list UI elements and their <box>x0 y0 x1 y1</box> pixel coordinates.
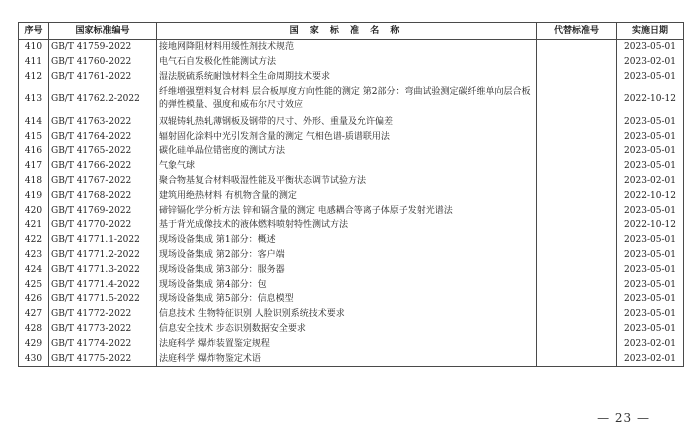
cell-name: 现场设备集成 第3部分：服务器 <box>157 262 537 277</box>
header-name <box>157 23 537 40</box>
cell-seq: 413 <box>19 84 49 114</box>
cell-replaced <box>537 262 617 277</box>
table-row <box>19 218 684 233</box>
table-row <box>19 70 684 85</box>
cell-code: GB/T 41771.5-2022 <box>49 292 157 307</box>
cell-name: 现场设备集成 第5部分：信息模型 <box>157 292 537 307</box>
cell-replaced <box>537 203 617 218</box>
cell-date: 2023-05-01 <box>617 307 684 322</box>
table-row <box>19 40 684 55</box>
cell-replaced <box>537 129 617 144</box>
cell-code: GB/T 41771.4-2022 <box>49 277 157 292</box>
page-number: — 23 — <box>597 411 650 425</box>
cell-seq: 420 <box>19 203 49 218</box>
cell-replaced <box>537 84 617 114</box>
cell-date: 2023-02-01 <box>617 351 684 366</box>
cell-seq: 430 <box>19 351 49 366</box>
cell-code: GB/T 41767-2022 <box>49 174 157 189</box>
cell-name: 辐射固化涂料中光引发剂含量的测定 气相色谱-质谱联用法 <box>157 129 537 144</box>
table-row <box>19 84 684 114</box>
cell-code: GB/T 41773-2022 <box>49 322 157 337</box>
table-row <box>19 351 684 366</box>
cell-seq: 418 <box>19 174 49 189</box>
cell-replaced <box>537 174 617 189</box>
table-row <box>19 174 684 189</box>
cell-date: 2023-05-01 <box>617 262 684 277</box>
table-row <box>19 188 684 203</box>
cell-name: 信息技术 生物特征识别 人脸识别系统技术要求 <box>157 307 537 322</box>
cell-seq: 410 <box>19 40 49 55</box>
cell-name: 法庭科学 爆炸物鉴定术语 <box>157 351 537 366</box>
cell-date: 2023-05-01 <box>617 40 684 55</box>
cell-seq: 411 <box>19 55 49 70</box>
cell-date: 2023-05-01 <box>617 277 684 292</box>
cell-code: GB/T 41765-2022 <box>49 144 157 159</box>
table-row <box>19 114 684 129</box>
cell-name: 现场设备集成 第1部分：概述 <box>157 233 537 248</box>
cell-replaced <box>537 114 617 129</box>
cell-seq: 419 <box>19 188 49 203</box>
cell-seq: 426 <box>19 292 49 307</box>
cell-code: GB/T 41775-2022 <box>49 351 157 366</box>
table-row <box>19 277 684 292</box>
cell-code: GB/T 41771.2-2022 <box>49 248 157 263</box>
cell-replaced <box>537 336 617 351</box>
cell-seq: 412 <box>19 70 49 85</box>
cell-seq: 427 <box>19 307 49 322</box>
header-replaced: 代替标准号 <box>537 23 617 40</box>
cell-date: 2023-05-01 <box>617 233 684 248</box>
cell-date: 2022-10-12 <box>617 84 684 114</box>
table-row <box>19 203 684 218</box>
cell-replaced <box>537 218 617 233</box>
cell-code: GB/T 41763-2022 <box>49 114 157 129</box>
header-code: 国家标准编号 <box>49 23 157 40</box>
cell-replaced <box>537 40 617 55</box>
cell-seq: 424 <box>19 262 49 277</box>
cell-seq: 415 <box>19 129 49 144</box>
cell-date: 2023-05-01 <box>617 70 684 85</box>
cell-seq: 423 <box>19 248 49 263</box>
cell-date: 2023-05-01 <box>617 322 684 337</box>
cell-replaced <box>537 188 617 203</box>
cell-replaced <box>537 233 617 248</box>
cell-code: GB/T 41768-2022 <box>49 188 157 203</box>
cell-seq: 416 <box>19 144 49 159</box>
cell-replaced <box>537 144 617 159</box>
cell-name: 信息安全技术 步态识别数据安全要求 <box>157 322 537 337</box>
cell-date: 2023-02-01 <box>617 55 684 70</box>
cell-name: 现场设备集成 第4部分：包 <box>157 277 537 292</box>
table-row <box>19 233 684 248</box>
cell-name: 湿法脱硫系统耐蚀材料全生命周期技术要求 <box>157 70 537 85</box>
table-body <box>19 40 684 367</box>
cell-name: 气象气球 <box>157 159 537 174</box>
cell-date: 2023-05-01 <box>617 248 684 263</box>
header-seq: 序号 <box>19 23 49 40</box>
cell-name: 法庭科学 爆炸装置鉴定规程 <box>157 336 537 351</box>
table-row <box>19 292 684 307</box>
cell-seq: 425 <box>19 277 49 292</box>
table-row <box>19 336 684 351</box>
cell-code: GB/T 41772-2022 <box>49 307 157 322</box>
cell-code: GB/T 41760-2022 <box>49 55 157 70</box>
table-header-row <box>19 23 684 40</box>
cell-date: 2023-05-01 <box>617 203 684 218</box>
cell-replaced <box>537 307 617 322</box>
table-row <box>19 322 684 337</box>
cell-replaced <box>537 351 617 366</box>
table-row <box>19 144 684 159</box>
cell-name: 双辊铸轧热轧薄钢板及钢带的尺寸、外形、重量及允许偏差 <box>157 114 537 129</box>
cell-date: 2023-05-01 <box>617 129 684 144</box>
cell-seq: 428 <box>19 322 49 337</box>
cell-name: 聚合物基复合材料吸湿性能及平衡状态调节试验方法 <box>157 174 537 189</box>
cell-replaced <box>537 277 617 292</box>
cell-seq: 422 <box>19 233 49 248</box>
cell-date: 2022-10-12 <box>617 188 684 203</box>
cell-date: 2023-05-01 <box>617 144 684 159</box>
cell-name: 建筑用绝热材料 有机物含量的测定 <box>157 188 537 203</box>
cell-seq: 414 <box>19 114 49 129</box>
cell-date: 2023-02-01 <box>617 174 684 189</box>
cell-date: 2022-10-12 <box>617 218 684 233</box>
cell-replaced <box>537 248 617 263</box>
cell-date: 2023-05-01 <box>617 292 684 307</box>
cell-code: GB/T 41771.1-2022 <box>49 233 157 248</box>
cell-code: GB/T 41771.3-2022 <box>49 262 157 277</box>
cell-date: 2023-05-01 <box>617 159 684 174</box>
cell-name: 碲锌镉化学分析方法 锌和镉含量的测定 电感耦合等离子体原子发射光谱法 <box>157 203 537 218</box>
table-row <box>19 262 684 277</box>
cell-code: GB/T 41769-2022 <box>49 203 157 218</box>
header-name-label: 国 家 标 准 名 称 <box>289 26 404 36</box>
cell-code: GB/T 41759-2022 <box>49 40 157 55</box>
cell-name: 现场设备集成 第2部分：客户端 <box>157 248 537 263</box>
cell-code: GB/T 41770-2022 <box>49 218 157 233</box>
cell-code: GB/T 41774-2022 <box>49 336 157 351</box>
cell-code: GB/T 41764-2022 <box>49 129 157 144</box>
table-row <box>19 248 684 263</box>
table-row <box>19 307 684 322</box>
cell-code: GB/T 41766-2022 <box>49 159 157 174</box>
cell-replaced <box>537 159 617 174</box>
table-row <box>19 159 684 174</box>
standards-table <box>18 22 684 367</box>
table-row <box>19 55 684 70</box>
cell-seq: 421 <box>19 218 49 233</box>
cell-replaced <box>537 292 617 307</box>
cell-name: 纤维增强塑料复合材料 层合板厚度方向性能的测定 第2部分：弯曲试验测定碳纤维单向层合板的弹性模量、强度和威布尔尺寸效应 <box>157 84 537 114</box>
cell-name: 碳化硅单晶位错密度的测试方法 <box>157 144 537 159</box>
cell-date: 2023-05-01 <box>617 114 684 129</box>
cell-replaced <box>537 70 617 85</box>
cell-replaced <box>537 55 617 70</box>
table-row <box>19 129 684 144</box>
cell-name: 接地网降阻材料用缓性剂技术规范 <box>157 40 537 55</box>
cell-code: GB/T 41761-2022 <box>49 70 157 85</box>
cell-replaced <box>537 322 617 337</box>
cell-date: 2023-02-01 <box>617 336 684 351</box>
header-date: 实施日期 <box>617 23 684 40</box>
cell-name: 电气石自发极化性能测试方法 <box>157 55 537 70</box>
cell-name: 基于背光成像技术的液体燃料喷射特性测试方法 <box>157 218 537 233</box>
cell-code: GB/T 41762.2-2022 <box>49 84 157 114</box>
cell-seq: 429 <box>19 336 49 351</box>
cell-seq: 417 <box>19 159 49 174</box>
